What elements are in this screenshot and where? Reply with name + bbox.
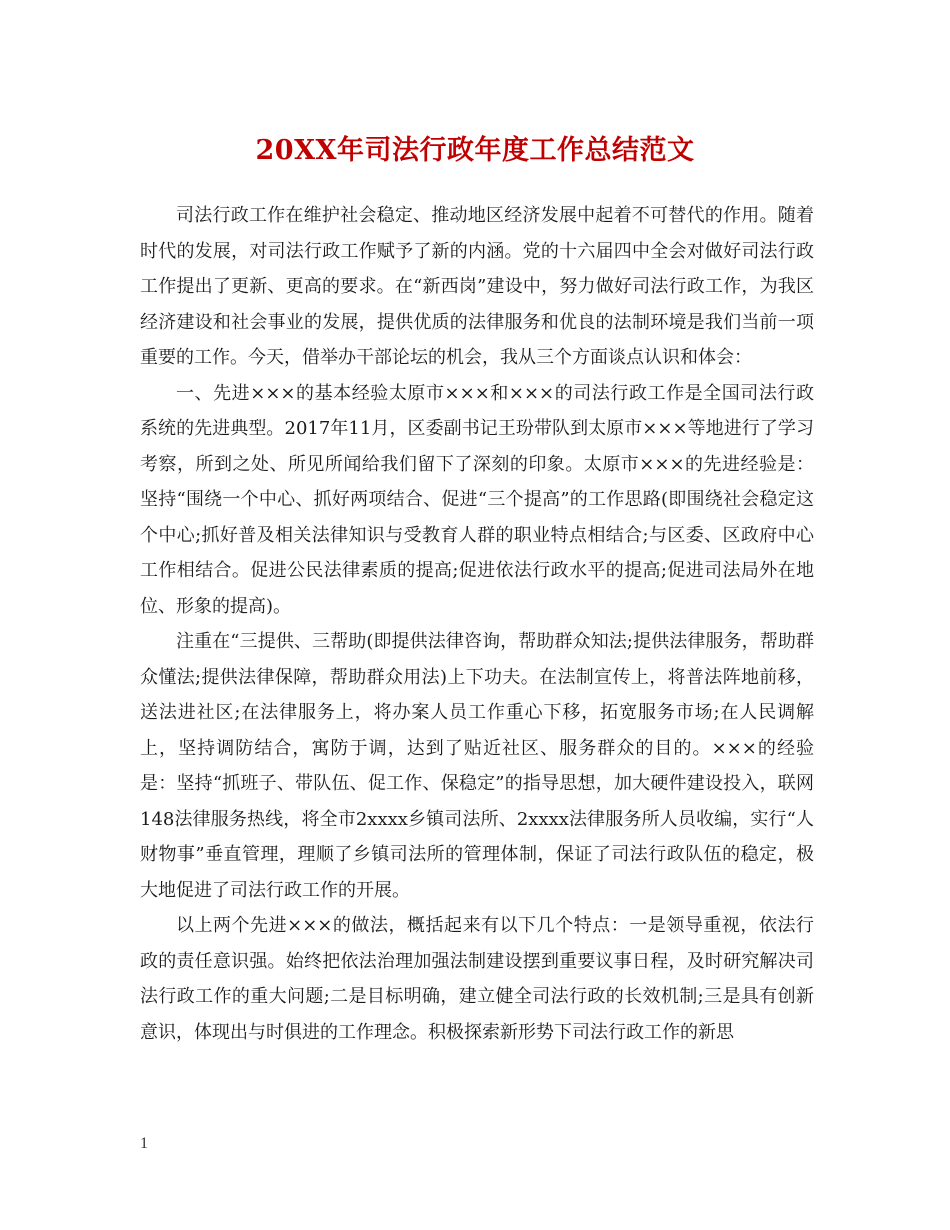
document-title: 20XX年司法行政年度工作总结范文 <box>255 135 695 166</box>
paragraph-intro: 司法行政工作在维护社会稳定、推动地区经济发展中起着不可替代的作用。随着时代的发展，对司法行政工作赋予了新的内涵。党的十六届四中全会对做好司法行政工作提出了更新、更高的要求。在“新西岗”建设中，努力做好司法行政工作，为我区经济建设和社会事业的发展，提供优质的法律服务和优良的法制环境是我们当前一项重要的工作。今天，借举办干部论坛的机会，我从三个方面谈点认识和体会： <box>140 205 814 368</box>
page-number: 1 <box>140 1135 148 1152</box>
document-body <box>140 198 814 1050</box>
paragraph-three-provisions: 注重在“三提供、三帮助(即提供法律咨询，帮助群众知法;提供法律服务，帮助群众懂法;提供法律保障，帮助群众用法)上下功夫。在法制宣传上，将普法阵地前移，送法进社区;在法律服务上，将办案人员工作重心下移，拓宽服务市场;在人民调解上，坚持调防结合，寓防于调，达到了贴近社区、服务群众的目的。×××的经验是：坚持“抓班子、带队伍、促工作、保稳定”的指导思想，加大硬件建设投入，联网148法律服务热线，将全市2xxxx乡镇司法所、2xxxx法律服务所人员收编，实行“人财物事”垂直管理，理顺了乡镇司法所的管理体制，保证了司法行政队伍的稳定，极大地促进了司法行政工作的开展。 <box>140 631 814 901</box>
paragraph-characteristics: 以上两个先进×××的做法，概括起来有以下几个特点：一是领导重视，依法行政的责任意识强。始终把依法治理加强法制建设摆到重要议事日程，及时研究解决司法行政工作的重大问题;二是目标明确，建立健全司法行政的长效机制;三是具有创新意识，体现出与时俱进的工作理念。积极探索新形势下司法行政工作的新思 <box>140 915 814 1043</box>
paragraph-experience: 一、先进×××的基本经验太原市×××和×××的司法行政工作是全国司法行政系统的先进典型。2017年11月，区委副书记王玢带队到太原市×××等地进行了学习考察，所到之处、所见所闻给我们留下了深刻的印象。太原市×××的先进经验是：坚持“围绕一个中心、抓好两项结合、促进“三个提高”的工作思路(即围绕社会稳定这个中心;抓好普及相关法律知识与受教育人群的职业特点相结合;与区委、区政府中心工作相结合。促进公民法律素质的提高;促进依法行政水平的提高;促进司法局外在地位、形象的提高)。 <box>140 382 814 617</box>
